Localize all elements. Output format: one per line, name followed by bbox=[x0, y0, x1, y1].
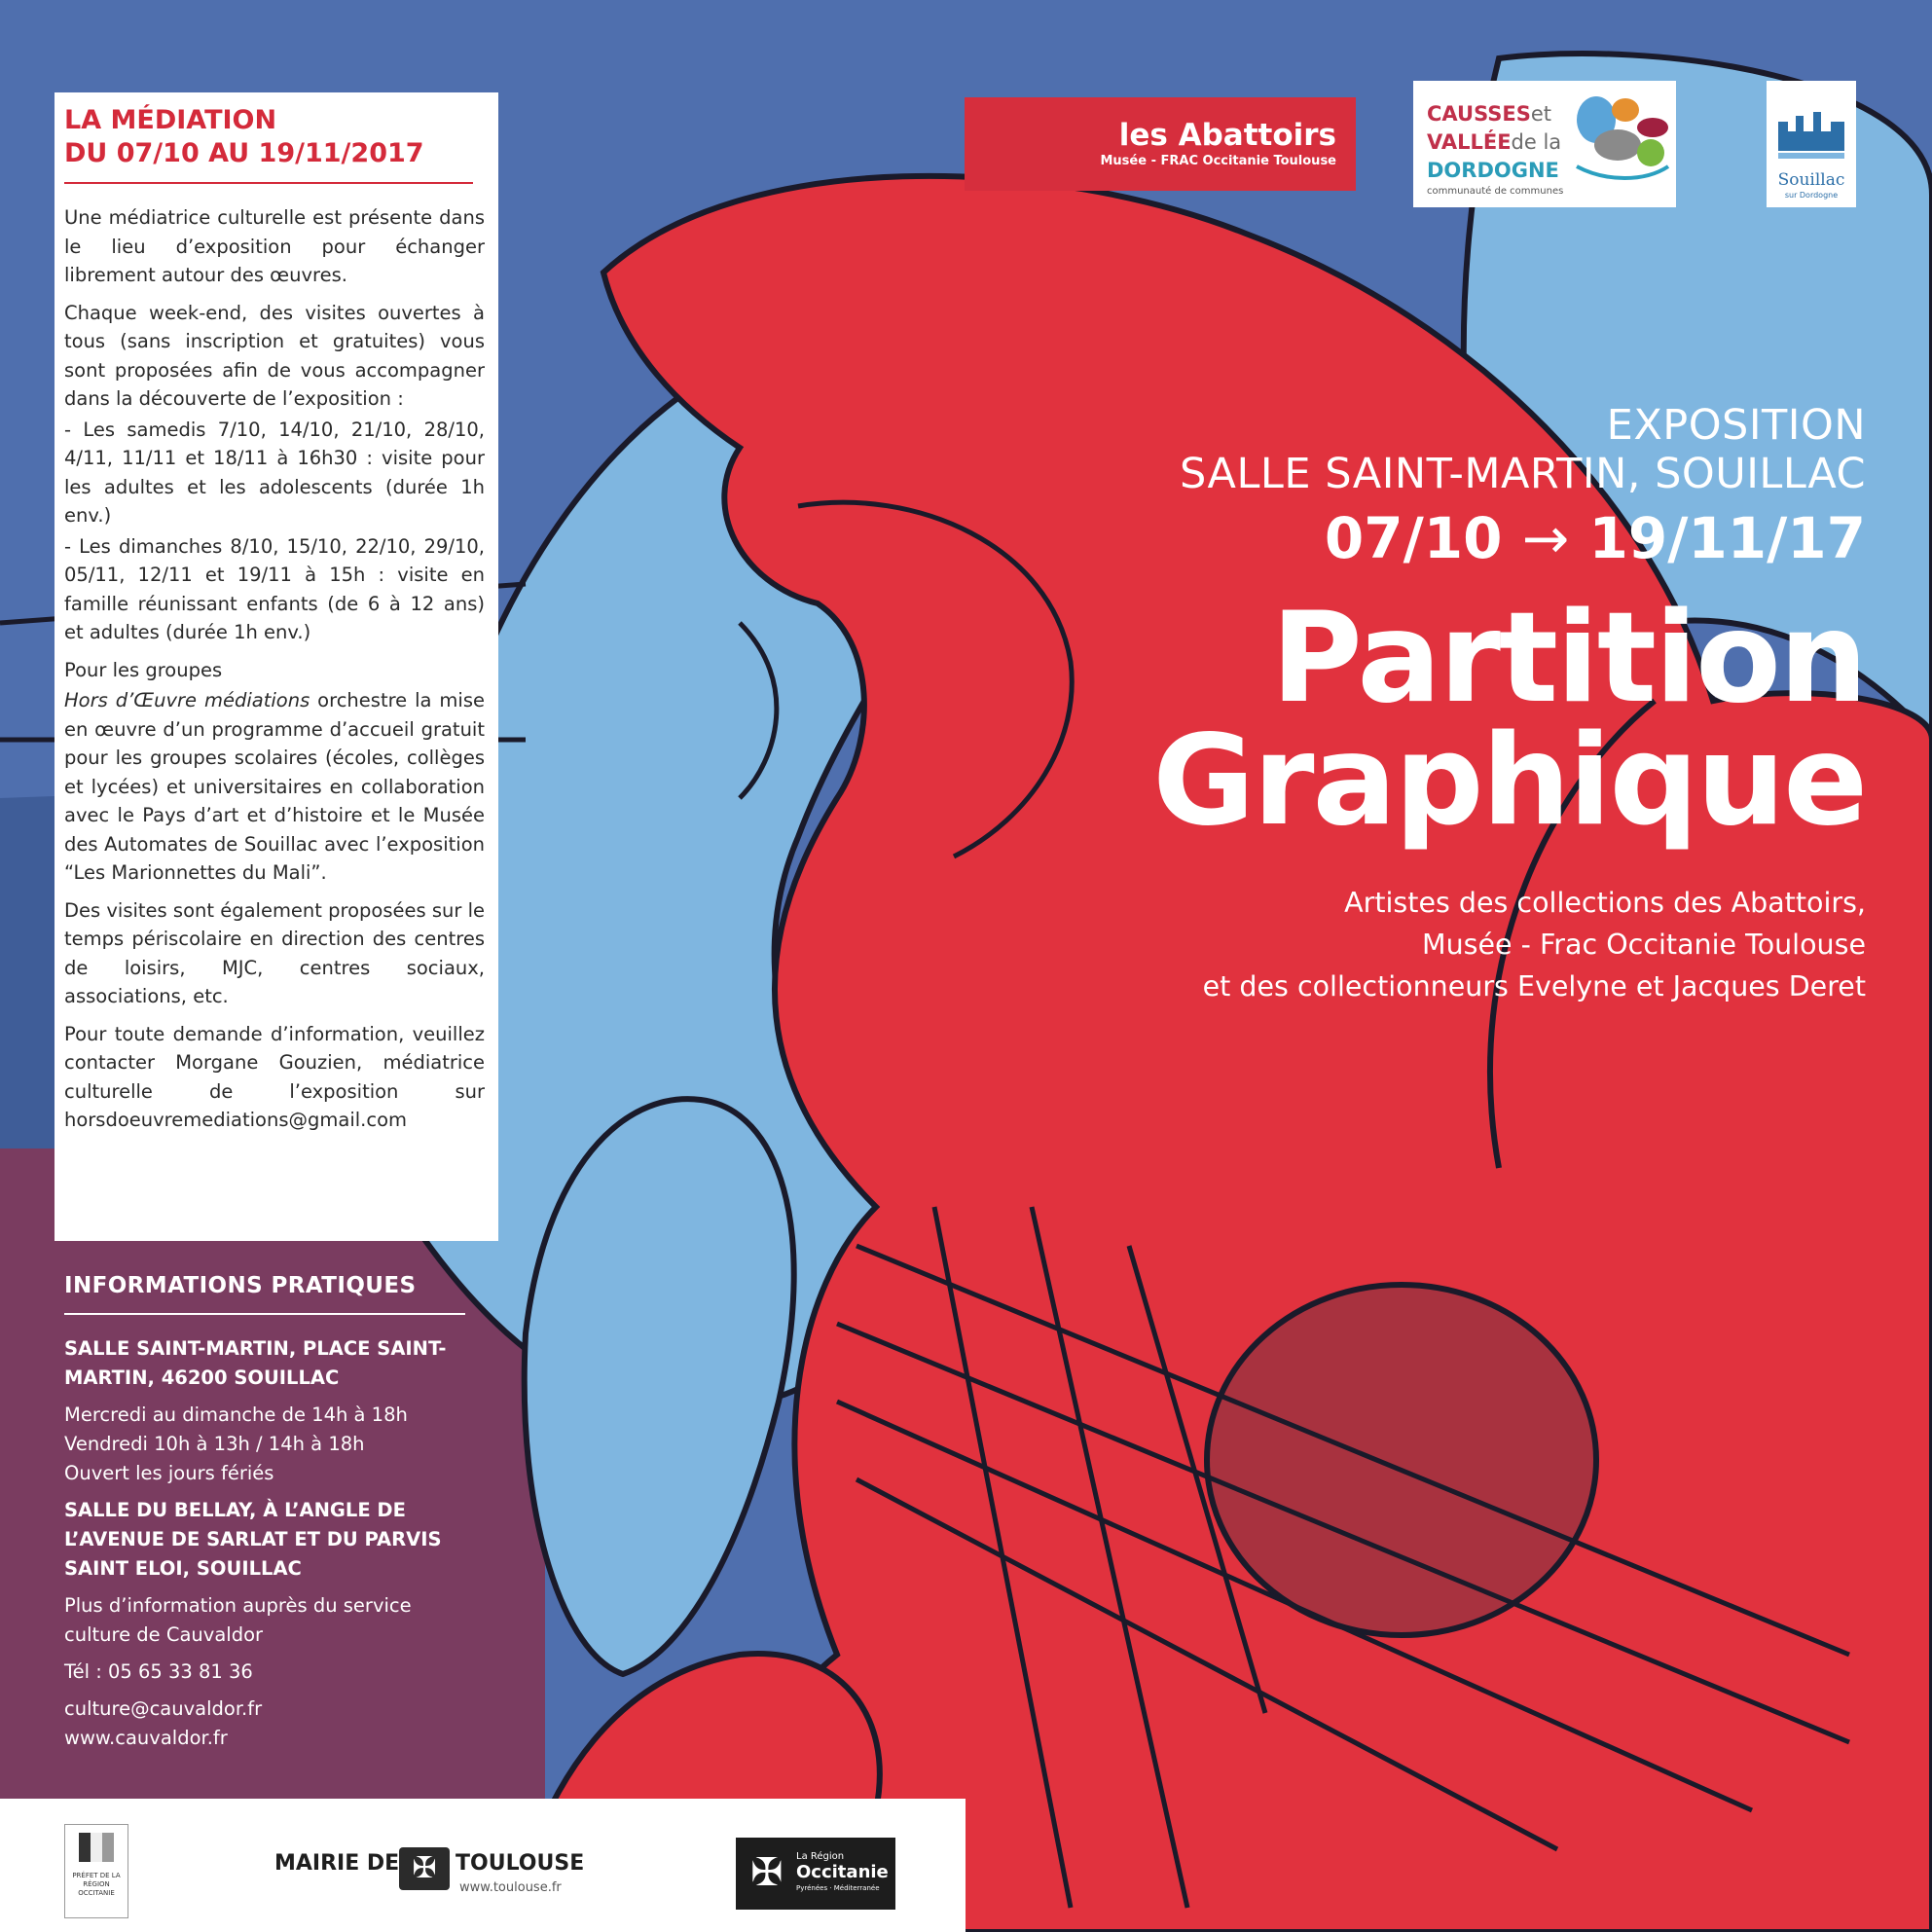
artists-line-2: Musée - Frac Occitanie Toulouse bbox=[1422, 929, 1866, 961]
date-start: 07/10 bbox=[1324, 505, 1503, 571]
abattoirs-logo bbox=[965, 97, 1356, 191]
title-line-1: Partition bbox=[1270, 586, 1866, 731]
mediation-contact: Pour toute demande d’information, veuillez contacter Morgane Gouzien, médiatrice culturelle de l’exposition sur horsdoeuvremediations@gmail.com bbox=[64, 1022, 485, 1131]
date-end: 19/11/17 bbox=[1588, 505, 1866, 571]
practical-info bbox=[64, 1270, 473, 1761]
occitanie-sub: Pyrénées · Méditerranée bbox=[796, 1884, 880, 1892]
prefet-text: PRÉFET DE LA RÉGION OCCITANIE bbox=[72, 1872, 121, 1897]
website-link[interactable]: www.cauvaldor.fr bbox=[64, 1727, 228, 1749]
region-occitanie-logo bbox=[736, 1838, 895, 1910]
mediation-paragraph-1: Une médiatrice culturelle est présente dans le lieu d’exposition pour échanger librement autour des œuvres. bbox=[64, 206, 485, 286]
pebbles-icon bbox=[1567, 89, 1672, 186]
artists-credit bbox=[893, 882, 1866, 1007]
abattoirs-name: les Abattoirs bbox=[1118, 118, 1336, 153]
mediation-paragraph-groups bbox=[64, 686, 485, 888]
mediation-panel bbox=[55, 92, 498, 1241]
exhibition-headline bbox=[893, 401, 1866, 1007]
occitanie-small: La Région bbox=[796, 1851, 845, 1862]
artists-line-3: et des collectionneurs Evelyne et Jacques Deret bbox=[1202, 970, 1866, 1002]
mediation-title-line2: DU 07/10 AU 19/11/2017 bbox=[64, 138, 424, 168]
exposition-label: EXPOSITION bbox=[1606, 401, 1866, 450]
mairie-toulouse-logo bbox=[274, 1847, 605, 1906]
mediation-sundays: - Les dimanches 8/10, 15/10, 22/10, 29/10, 05/11, 12/11 et 19/11 à 15h : visite en famille réunissant enfants (de 6 à 12 ans) et adultes (durée 1h env.) bbox=[64, 534, 485, 643]
exhibition-venue: SALLE SAINT-MARTIN, SOUILLAC bbox=[1179, 450, 1866, 498]
prefet-logo bbox=[64, 1824, 128, 1918]
mediation-groups-heading: Pour les groupes bbox=[64, 658, 223, 681]
mediation-paragraph-periscolaire: Des visites sont également proposées sur le temps périscolaire en direction des centres de loisirs, MJC, centres sociaux, associations, etc. bbox=[64, 898, 485, 1007]
opening-hours-3: Ouvert les jours fériés bbox=[64, 1462, 274, 1484]
mediation-groups-text: orchestre la mise en œuvre d’un programme d’accueil gratuit pour les groupes scolaires (écoles, collèges et lycées) et universitaires en collaboration avec le Pays d’art et d’histoire et le Musée des Automates de Souillac avec l’exposition “Les Marionnettes du Mali”. bbox=[64, 689, 485, 884]
causses-small-text: communauté de communes bbox=[1427, 186, 1564, 197]
mediation-divider bbox=[64, 182, 473, 184]
marianne-icon bbox=[79, 1833, 114, 1862]
de-la-word: de la bbox=[1511, 130, 1562, 154]
souillac-logo bbox=[1767, 81, 1856, 207]
exhibition-title bbox=[893, 586, 1866, 854]
vallee-word: VALLÉE bbox=[1427, 130, 1512, 154]
toulouse-text: TOULOUSE bbox=[456, 1851, 585, 1876]
dordogne-word: DORDOGNE bbox=[1427, 159, 1559, 182]
mediation-paragraph-2: Chaque week-end, des visites ouvertes à tous (sans inscription et gratuites) vous sont proposées afin de vous accompagner dans la découverte de l’exposition : bbox=[64, 301, 485, 410]
title-line-2: Graphique bbox=[1152, 709, 1866, 854]
toulouse-website: www.toulouse.fr bbox=[459, 1880, 562, 1895]
venue-bellay: SALLE DU BELLAY, À L’ANGLE DE L’AVENUE DE SARLAT ET DU PARVIS SAINT ELOI, SOUILLAC bbox=[64, 1499, 442, 1580]
practical-info-divider bbox=[64, 1313, 465, 1315]
opening-hours-2: Vendredi 10h à 13h / 14h à 18h bbox=[64, 1433, 365, 1455]
mairie-de-text: MAIRIE DE bbox=[274, 1851, 400, 1876]
causses-logo-text bbox=[1427, 100, 1561, 185]
souillac-name: Souillac bbox=[1777, 170, 1845, 190]
mediation-saturdays: - Les samedis 7/10, 14/10, 21/10, 28/10, 4/11, 11/11 et 18/11 à 16h30 : visite pour les adultes et les adolescents (durée 1h env.) bbox=[64, 418, 485, 527]
opening-hours-1: Mercredi au dimanche de 14h à 18h bbox=[64, 1403, 408, 1426]
contact-email[interactable]: culture@cauvaldor.fr bbox=[64, 1697, 263, 1720]
occitan-cross-icon-region: ✠ bbox=[750, 1850, 784, 1895]
artists-line-1: Artistes des collections des Abattoirs, bbox=[1344, 887, 1866, 919]
hors-doeuvre-name: Hors d’Œuvre médiations bbox=[64, 689, 310, 711]
mediation-title-line1: LA MÉDIATION bbox=[64, 105, 277, 135]
souillac-skyline-icon bbox=[1774, 92, 1848, 166]
occitan-cross-icon: ✠ bbox=[399, 1847, 450, 1890]
causses-et: et bbox=[1530, 102, 1552, 126]
occitanie-text bbox=[796, 1851, 889, 1894]
arrow-icon: → bbox=[1521, 505, 1570, 571]
causses-word: CAUSSES bbox=[1427, 102, 1531, 126]
practical-info-title: INFORMATIONS PRATIQUES bbox=[64, 1273, 417, 1298]
venue-saint-martin: SALLE SAINT-MARTIN, PLACE SAINT-MARTIN, 46200 SOUILLAC bbox=[64, 1337, 447, 1389]
occitanie-big: Occitanie bbox=[796, 1862, 889, 1882]
causses-vallee-logo bbox=[1413, 81, 1676, 207]
souillac-sub: sur Dordogne bbox=[1784, 191, 1839, 200]
phone-number: Tél : 05 65 33 81 36 bbox=[64, 1660, 253, 1683]
abattoirs-subtitle: Musée - FRAC Occitanie Toulouse bbox=[1100, 154, 1336, 168]
exhibition-dates bbox=[893, 502, 1866, 574]
more-info-text: Plus d’information auprès du service culture de Cauvaldor bbox=[64, 1594, 412, 1646]
